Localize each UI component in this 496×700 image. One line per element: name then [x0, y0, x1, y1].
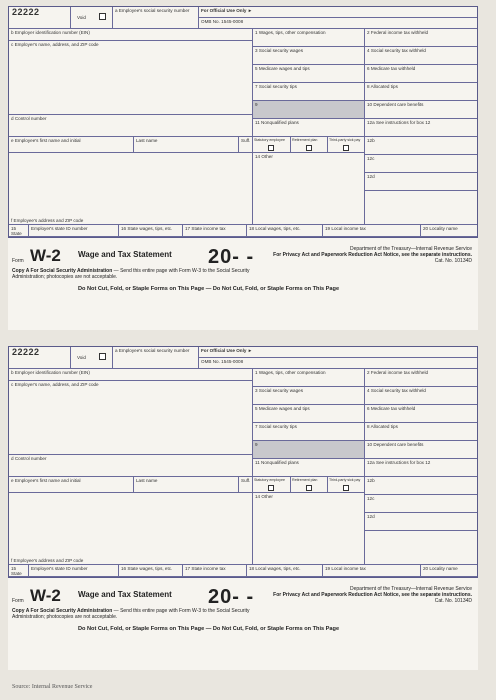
box-12c[interactable]: [365, 495, 477, 513]
void-checkbox[interactable]: [99, 13, 106, 20]
box-12b[interactable]: [365, 477, 477, 495]
box-15-label: 15 State: [11, 566, 22, 577]
void-code-box: [9, 7, 71, 29]
box-13: [253, 137, 365, 153]
box-4-label: 4 Social security tax withheld: [367, 48, 426, 53]
box-11[interactable]: [253, 119, 365, 137]
dept-block: [272, 586, 472, 604]
box-b-ein[interactable]: [9, 369, 253, 381]
box-12b-label: 12b: [367, 478, 375, 483]
box-b-label: b Employer identification number (EIN): [11, 30, 90, 35]
suff-label: Suff.: [241, 478, 251, 483]
box-11-label: 11 Nonqualified plans: [255, 120, 299, 125]
box-15-state-id[interactable]: [29, 225, 119, 237]
box-d-label: d Control number: [11, 456, 47, 461]
box-5-label: 5 Medicare wages and tips: [255, 406, 310, 411]
box-13-sick-label: Third-party sick pay: [329, 138, 361, 142]
box-13-statutory: [253, 137, 291, 153]
box-12a[interactable]: [365, 459, 477, 477]
box-c-employer[interactable]: [9, 41, 253, 115]
void-checkbox[interactable]: [99, 353, 106, 360]
w2-footer: [8, 578, 478, 670]
box-14-label: 14 Other: [255, 494, 273, 499]
box-a-label: a Employee's social security number: [115, 348, 190, 353]
box-12a[interactable]: [365, 119, 477, 137]
box-14[interactable]: [253, 153, 365, 225]
box-19-label: 19 Local income tax: [325, 226, 366, 231]
box-7-label: 7 Social security tips: [255, 424, 297, 429]
retirement-checkbox[interactable]: [306, 145, 312, 151]
box-10[interactable]: [365, 101, 477, 119]
box-17[interactable]: [183, 565, 247, 577]
box-d-control[interactable]: [9, 455, 253, 477]
box-2[interactable]: [365, 369, 477, 387]
box-4[interactable]: [365, 47, 477, 65]
box-e-first-label: e Employee's first name and initial: [11, 138, 81, 143]
box-12b-label: 12b: [367, 138, 375, 143]
omb-number: [199, 358, 477, 369]
form-code-22222: 22222: [12, 7, 40, 17]
box-12a-label: 12a See instructions for box 12: [367, 460, 431, 465]
dept-block: [272, 246, 472, 264]
copy-a-text: — Send this entire page with Form W-3 to the Social Security Administration; photocopies are not acceptable.: [12, 268, 250, 280]
copy-a-heading: Copy A For Social Security Administration: [12, 268, 113, 274]
void-code-box: [9, 347, 71, 369]
w2-grid: [8, 6, 478, 238]
box-13: [253, 477, 365, 493]
form-word: Form: [12, 598, 24, 604]
box-12c-label: 12c: [367, 156, 375, 161]
box-1-label: 1 Wages, tips, other compensation: [255, 30, 326, 35]
box-12b[interactable]: [365, 137, 477, 155]
statutory-checkbox[interactable]: [268, 145, 274, 151]
box-d-control[interactable]: [9, 115, 253, 137]
box-2-label: 2 Federal income tax withheld: [367, 370, 429, 375]
box-9: [253, 441, 365, 459]
box-4[interactable]: [365, 387, 477, 405]
box-10-label: 10 Dependent care benefits: [367, 102, 424, 107]
box-f-address[interactable]: [9, 493, 253, 565]
box-14-label: 14 Other: [255, 154, 273, 159]
form-year: 20- -: [208, 586, 255, 608]
w2-grid: [8, 346, 478, 578]
box-1[interactable]: [253, 369, 365, 387]
box-13-sick-label: Third-party sick pay: [329, 478, 361, 482]
box-6-label: 6 Medicare tax withheld: [367, 66, 416, 71]
box-16-label: 16 State wages, tips, etc.: [121, 226, 173, 231]
box-c-employer[interactable]: [9, 381, 253, 455]
box-e-last-label: Last name: [136, 478, 158, 483]
box-6-label: 6 Medicare tax withheld: [367, 406, 416, 411]
box-20[interactable]: [421, 225, 477, 237]
box-3[interactable]: [253, 387, 365, 405]
box-e-first[interactable]: [9, 477, 134, 493]
box-12d[interactable]: [365, 173, 477, 191]
box-7[interactable]: [253, 423, 365, 441]
box-12c-label: 12c: [367, 496, 375, 501]
box-19[interactable]: [323, 225, 421, 237]
cat-number: Cat. No. 10134D: [434, 598, 472, 604]
box-13-stat-label: Statutory employee: [254, 478, 285, 482]
box-20-label: 20 Locality name: [423, 566, 458, 571]
privacy-notice: For Privacy Act and Paperwork Reduction Act Notice, see the separate instructions.: [273, 252, 472, 258]
void-box: [71, 347, 113, 369]
box-8-label: 8 Allocated tips: [367, 424, 398, 429]
box-17-label: 17 State income tax: [185, 566, 226, 571]
box-18-label: 18 Local wages, tips, etc.: [249, 566, 301, 571]
box-15-id-label: Employer's state ID number: [31, 226, 88, 231]
box-e-suff[interactable]: [239, 477, 253, 493]
box-18-label: 18 Local wages, tips, etc.: [249, 226, 301, 231]
box-a-ssn[interactable]: [113, 7, 199, 29]
box-c-label: c Employer's name, address, and ZIP code: [11, 382, 99, 387]
form-code-22222: 22222: [12, 347, 40, 357]
box-e-last[interactable]: [134, 477, 239, 493]
box-16[interactable]: [119, 225, 183, 237]
box-9-label: 9: [255, 102, 258, 107]
form-code-w2: W-2: [30, 586, 61, 605]
box-12d-label: 12d: [367, 174, 375, 179]
box-b-ein[interactable]: [9, 29, 253, 41]
box-3-label: 3 Social security wages: [255, 388, 304, 393]
official-use: [199, 7, 477, 18]
official-use: [199, 347, 477, 358]
box-15-state[interactable]: [9, 225, 29, 237]
box-5-label: 5 Medicare wages and tips: [255, 66, 310, 71]
box-9: [253, 101, 365, 119]
privacy-notice: For Privacy Act and Paperwork Reduction Act Notice, see the separate instructions.: [273, 592, 472, 598]
box-e-first[interactable]: [9, 137, 134, 153]
box-13-retirement: [291, 137, 328, 153]
void-box: [71, 7, 113, 29]
omb-number: [199, 18, 477, 29]
suff-label: Suff.: [241, 138, 251, 143]
box-14[interactable]: [253, 493, 365, 565]
box-16[interactable]: [119, 565, 183, 577]
box-6[interactable]: [365, 65, 477, 83]
box-8-label: 8 Allocated tips: [367, 84, 398, 89]
source-caption: Source: Internal Revenue Service: [12, 684, 93, 690]
box-11[interactable]: [253, 459, 365, 477]
box-6[interactable]: [365, 405, 477, 423]
omb-label: OMB No. 1545-0008: [201, 359, 244, 364]
form-title: Wage and Tax Statement: [78, 250, 172, 259]
box-f-label: f Employee's address and ZIP code: [11, 557, 84, 563]
box-e-last-label: Last name: [136, 138, 158, 143]
box-7-label: 7 Social security tips: [255, 84, 297, 89]
box-10-label: 10 Dependent care benefits: [367, 442, 424, 447]
box-13-sickpay: [328, 477, 365, 493]
box-16-label: 16 State wages, tips, etc.: [121, 566, 173, 571]
box-5[interactable]: [253, 65, 365, 83]
official-use-label: For Official Use Only ►: [201, 8, 253, 13]
box-10[interactable]: [365, 441, 477, 459]
box-12-blank: [365, 191, 477, 225]
box-3[interactable]: [253, 47, 365, 65]
form-year: 20- -: [208, 246, 255, 268]
box-9-label: 9: [255, 442, 258, 447]
box-3-label: 3 Social security wages: [255, 48, 304, 53]
box-4-label: 4 Social security tax withheld: [367, 388, 426, 393]
box-17-label: 17 State income tax: [185, 226, 226, 231]
box-15-state[interactable]: [9, 565, 29, 577]
box-e-first-label: e Employee's first name and initial: [11, 478, 81, 483]
box-19-label: 19 Local income tax: [325, 566, 366, 571]
copy-a-text: — Send this entire page with Form W-3 to the Social Security Administration; photocopies are not acceptable.: [12, 608, 250, 620]
void-label: Void: [77, 355, 86, 360]
box-1-label: 1 Wages, tips, other compensation: [255, 370, 326, 375]
box-7[interactable]: [253, 83, 365, 101]
box-13-retirement: [291, 477, 328, 493]
box-d-label: d Control number: [11, 116, 47, 121]
official-use-label: For Official Use Only ►: [201, 348, 253, 353]
box-20-label: 20 Locality name: [423, 226, 458, 231]
box-a-ssn[interactable]: [113, 347, 199, 369]
box-8[interactable]: [365, 83, 477, 101]
box-c-label: c Employer's name, address, and ZIP code: [11, 42, 99, 47]
box-19[interactable]: [323, 565, 421, 577]
w2-form-top: [8, 6, 478, 330]
box-a-label: a Employee's social security number: [115, 8, 190, 13]
box-17[interactable]: [183, 225, 247, 237]
box-18[interactable]: [247, 565, 323, 577]
box-1[interactable]: [253, 29, 365, 47]
box-2[interactable]: [365, 29, 477, 47]
statutory-checkbox[interactable]: [268, 485, 274, 491]
box-13-stat-label: Statutory employee: [254, 138, 285, 142]
w2-form-bottom: [8, 346, 478, 670]
do-not-cut-warning: Do Not Cut, Fold, or Staple Forms on This Page — Do Not Cut, Fold, or Staple Forms on This Page: [78, 286, 340, 292]
box-12a-label: 12a See instructions for box 12: [367, 120, 431, 125]
box-e-last[interactable]: [134, 137, 239, 153]
form-word: Form: [12, 258, 24, 264]
dept-label: Department of the Treasury—Internal Revenue Service: [349, 246, 472, 252]
copy-a-note: [12, 608, 272, 620]
sickpay-checkbox[interactable]: [343, 485, 349, 491]
form-code-w2: W-2: [30, 246, 61, 265]
box-12c[interactable]: [365, 155, 477, 173]
box-b-label: b Employer identification number (EIN): [11, 370, 90, 375]
box-12-blank: [365, 531, 477, 565]
retirement-checkbox[interactable]: [306, 485, 312, 491]
copy-a-note: [12, 268, 272, 280]
box-13-sickpay: [328, 137, 365, 153]
omb-label: OMB No. 1545-0008: [201, 19, 244, 24]
copy-a-heading: Copy A For Social Security Administration: [12, 608, 113, 614]
box-15-id-label: Employer's state ID number: [31, 566, 88, 571]
box-13-ret-label: Retirement plan: [292, 478, 318, 482]
box-11-label: 11 Nonqualified plans: [255, 460, 299, 465]
box-5[interactable]: [253, 405, 365, 423]
box-12d-label: 12d: [367, 514, 375, 519]
box-12d[interactable]: [365, 513, 477, 531]
box-20[interactable]: [421, 565, 477, 577]
sickpay-checkbox[interactable]: [343, 145, 349, 151]
box-13-statutory: [253, 477, 291, 493]
cat-number: Cat. No. 10134D: [434, 258, 472, 264]
dept-label: Department of the Treasury—Internal Revenue Service: [349, 586, 472, 592]
box-15-label: 15 State: [11, 226, 22, 237]
box-18[interactable]: [247, 225, 323, 237]
box-2-label: 2 Federal income tax withheld: [367, 30, 429, 35]
box-13-ret-label: Retirement plan: [292, 138, 318, 142]
box-f-address[interactable]: [9, 153, 253, 225]
do-not-cut-warning: Do Not Cut, Fold, or Staple Forms on This Page — Do Not Cut, Fold, or Staple Forms on This Page: [78, 626, 340, 632]
box-f-label: f Employee's address and ZIP code: [11, 217, 84, 223]
box-15-state-id[interactable]: [29, 565, 119, 577]
form-title: Wage and Tax Statement: [78, 590, 172, 599]
w2-footer: [8, 238, 478, 330]
box-8[interactable]: [365, 423, 477, 441]
box-e-suff[interactable]: [239, 137, 253, 153]
void-label: Void: [77, 15, 86, 20]
